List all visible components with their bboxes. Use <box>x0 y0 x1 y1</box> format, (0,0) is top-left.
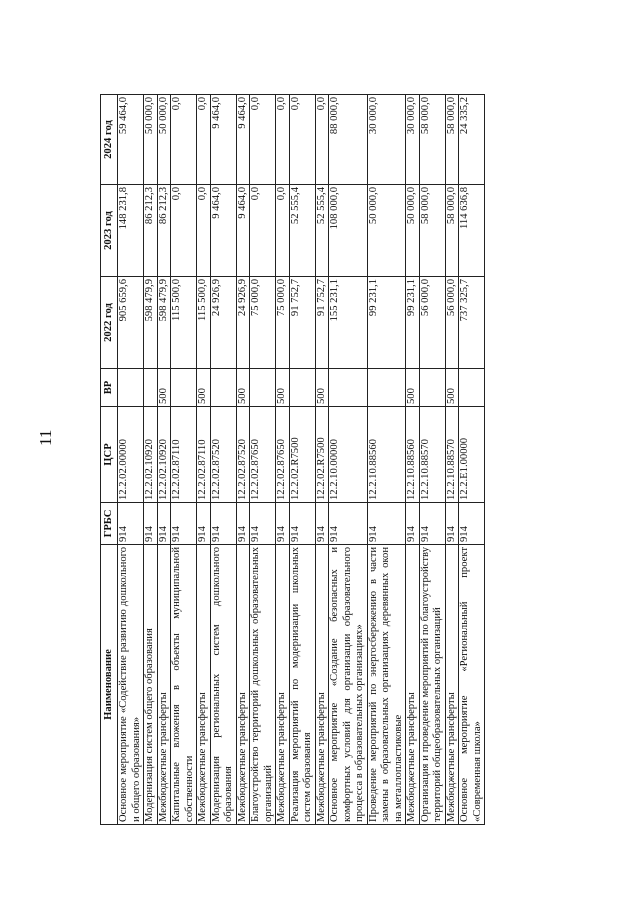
row-name: Основное мероприятие «Создание безопасных и комфортных условий для организации образовательного процесса в образовательных организациях» <box>329 545 368 825</box>
row-vr <box>419 369 445 407</box>
row-2023: 50 000,0 <box>367 185 406 277</box>
row-2023: 52 555,4 <box>315 185 329 277</box>
budget-table <box>100 94 485 825</box>
row-grbs: 914 <box>157 503 171 545</box>
row-2022: 737 325,7 <box>459 277 485 369</box>
row-grbs: 914 <box>445 503 459 545</box>
row-csr: 12.2.10.88570 <box>419 407 445 503</box>
row-2023: 0,0 <box>250 185 276 277</box>
row-2023: 0,0 <box>171 185 197 277</box>
page-number: 11 <box>36 429 55 446</box>
row-2022: 905 659,6 <box>118 277 144 369</box>
row-vr <box>118 369 144 407</box>
row-grbs: 914 <box>171 503 197 545</box>
row-name: Проведение мероприятий по энергосбережению в части замены в образовательных организациях деревянных окон на металлопластиковые <box>367 545 406 825</box>
row-2023: 86 212,3 <box>144 185 158 277</box>
row-2024: 24 335,2 <box>459 95 485 185</box>
row-name: Межбюджетные трансферты <box>406 545 420 825</box>
row-name: Модернизация систем общего образования <box>144 545 158 825</box>
header-grbs: ГРБС <box>101 503 118 545</box>
table-row <box>118 95 144 825</box>
row-grbs: 914 <box>197 503 211 545</box>
row-vr: 500 <box>157 369 171 407</box>
header-csr: ЦСР <box>101 407 118 503</box>
row-grbs: 914 <box>329 503 368 545</box>
row-csr: 12.2.02.R7500 <box>289 407 315 503</box>
table-row <box>276 95 290 825</box>
row-name: Межбюджетные трансферты <box>445 545 459 825</box>
table-row <box>157 95 171 825</box>
table-row <box>419 95 445 825</box>
row-2022: 24 926,9 <box>236 277 250 369</box>
row-vr <box>459 369 485 407</box>
row-2023: 9 464,0 <box>210 185 236 277</box>
row-grbs: 914 <box>367 503 406 545</box>
row-name: Основное мероприятие «Содействие развитию дошкольного и общего образования» <box>118 545 144 825</box>
row-2024: 59 464,0 <box>118 95 144 185</box>
row-2024: 88 000,0 <box>329 95 368 185</box>
row-2022: 56 000,0 <box>419 277 445 369</box>
table-row <box>367 95 406 825</box>
table-row <box>329 95 368 825</box>
row-2023: 86 212,3 <box>157 185 171 277</box>
row-2023: 0,0 <box>276 185 290 277</box>
row-name: Капитальные вложения в объекты муниципальной собственности <box>171 545 197 825</box>
row-2024: 58 000,0 <box>419 95 445 185</box>
row-2023: 148 231,8 <box>118 185 144 277</box>
row-csr: 12.2.02.00000 <box>118 407 144 503</box>
row-name: Межбюджетные трансферты <box>315 545 329 825</box>
row-name: Организация и проведение мероприятий по благоустройству территорий общеобразовательных организаций <box>419 545 445 825</box>
row-2023: 0,0 <box>197 185 211 277</box>
row-grbs: 914 <box>236 503 250 545</box>
row-grbs: 914 <box>419 503 445 545</box>
row-vr <box>171 369 197 407</box>
table-header-row <box>101 95 118 825</box>
row-csr: 12.2.02.87650 <box>250 407 276 503</box>
table-row <box>459 95 485 825</box>
row-csr: 12.2.02.87520 <box>236 407 250 503</box>
row-2024: 9 464,0 <box>210 95 236 185</box>
row-csr: 12.2.02.87650 <box>276 407 290 503</box>
table-row <box>236 95 250 825</box>
row-2023: 114 636,8 <box>459 185 485 277</box>
row-grbs: 914 <box>276 503 290 545</box>
row-2022: 155 231,1 <box>329 277 368 369</box>
row-vr: 500 <box>236 369 250 407</box>
row-vr <box>210 369 236 407</box>
row-2022: 99 231,1 <box>406 277 420 369</box>
row-2022: 91 752,7 <box>315 277 329 369</box>
row-grbs: 914 <box>289 503 315 545</box>
row-2023: 52 555,4 <box>289 185 315 277</box>
header-2024: 2024 год <box>101 95 118 185</box>
table-body <box>118 95 485 825</box>
row-csr: 12.2.E1.00000 <box>459 407 485 503</box>
row-name: Основное мероприятие «Региональный проект «Современная школа» <box>459 545 485 825</box>
row-2024: 0,0 <box>197 95 211 185</box>
row-vr: 500 <box>197 369 211 407</box>
row-2024: 9 464,0 <box>236 95 250 185</box>
table-row <box>289 95 315 825</box>
row-csr: 12.2.10.88570 <box>445 407 459 503</box>
row-2022: 75 000,0 <box>276 277 290 369</box>
row-grbs: 914 <box>459 503 485 545</box>
row-vr: 500 <box>276 369 290 407</box>
row-csr: 12.2.02.10920 <box>157 407 171 503</box>
row-name: Межбюджетные трансферты <box>276 545 290 825</box>
row-vr: 500 <box>445 369 459 407</box>
row-2023: 58 000,0 <box>419 185 445 277</box>
row-2023: 9 464,0 <box>236 185 250 277</box>
row-2024: 58 000,0 <box>445 95 459 185</box>
row-2022: 115 500,0 <box>171 277 197 369</box>
row-2024: 0,0 <box>315 95 329 185</box>
row-csr: 12.2.02.87520 <box>210 407 236 503</box>
row-grbs: 914 <box>315 503 329 545</box>
row-2022: 24 926,9 <box>210 277 236 369</box>
table-row <box>210 95 236 825</box>
table-row <box>171 95 197 825</box>
row-csr: 12.2.02.87110 <box>171 407 197 503</box>
row-2022: 115 500,0 <box>197 277 211 369</box>
row-grbs: 914 <box>144 503 158 545</box>
row-csr: 12.2.02.10920 <box>144 407 158 503</box>
row-csr: 12.2.10.00000 <box>329 407 368 503</box>
row-name: Межбюджетные трансферты <box>197 545 211 825</box>
row-2022: 75 000,0 <box>250 277 276 369</box>
row-vr <box>144 369 158 407</box>
row-2022: 598 479,9 <box>144 277 158 369</box>
header-2022: 2022 год <box>101 277 118 369</box>
row-2024: 30 000,0 <box>367 95 406 185</box>
row-name: Реализация мероприятий по модернизации школьных систем образования <box>289 545 315 825</box>
row-2023: 108 000,0 <box>329 185 368 277</box>
row-vr <box>250 369 276 407</box>
row-vr <box>289 369 315 407</box>
row-2022: 56 000,0 <box>445 277 459 369</box>
row-name: Межбюджетные трансферты <box>236 545 250 825</box>
row-csr: 12.2.10.88560 <box>367 407 406 503</box>
row-grbs: 914 <box>406 503 420 545</box>
table-row <box>445 95 459 825</box>
budget-table-container <box>100 95 485 825</box>
row-2022: 598 479,9 <box>157 277 171 369</box>
row-name: Благоустройство территорий дошкольных образовательных организаций <box>250 545 276 825</box>
row-grbs: 914 <box>250 503 276 545</box>
table-row <box>406 95 420 825</box>
row-2024: 50 000,0 <box>144 95 158 185</box>
row-vr <box>329 369 368 407</box>
header-vr: ВР <box>101 369 118 407</box>
row-name: Модернизация региональных систем дошкольного образования <box>210 545 236 825</box>
row-name: Межбюджетные трансферты <box>157 545 171 825</box>
row-vr: 500 <box>406 369 420 407</box>
row-2024: 30 000,0 <box>406 95 420 185</box>
row-grbs: 914 <box>210 503 236 545</box>
row-grbs: 914 <box>118 503 144 545</box>
row-2022: 91 752,7 <box>289 277 315 369</box>
row-2024: 0,0 <box>250 95 276 185</box>
row-csr: 12.2.02.87110 <box>197 407 211 503</box>
row-2023: 58 000,0 <box>445 185 459 277</box>
row-2024: 0,0 <box>276 95 290 185</box>
row-vr: 500 <box>315 369 329 407</box>
table-row <box>250 95 276 825</box>
header-2023: 2023 год <box>101 185 118 277</box>
row-csr: 12.2.10.88560 <box>406 407 420 503</box>
row-vr <box>367 369 406 407</box>
table-row <box>144 95 158 825</box>
row-csr: 12.2.02.R7500 <box>315 407 329 503</box>
row-2024: 0,0 <box>289 95 315 185</box>
header-name: Наименование <box>101 545 118 825</box>
row-2024: 0,0 <box>171 95 197 185</box>
row-2023: 50 000,0 <box>406 185 420 277</box>
row-2022: 99 231,1 <box>367 277 406 369</box>
table-row <box>315 95 329 825</box>
table-row <box>197 95 211 825</box>
row-2024: 50 000,0 <box>157 95 171 185</box>
